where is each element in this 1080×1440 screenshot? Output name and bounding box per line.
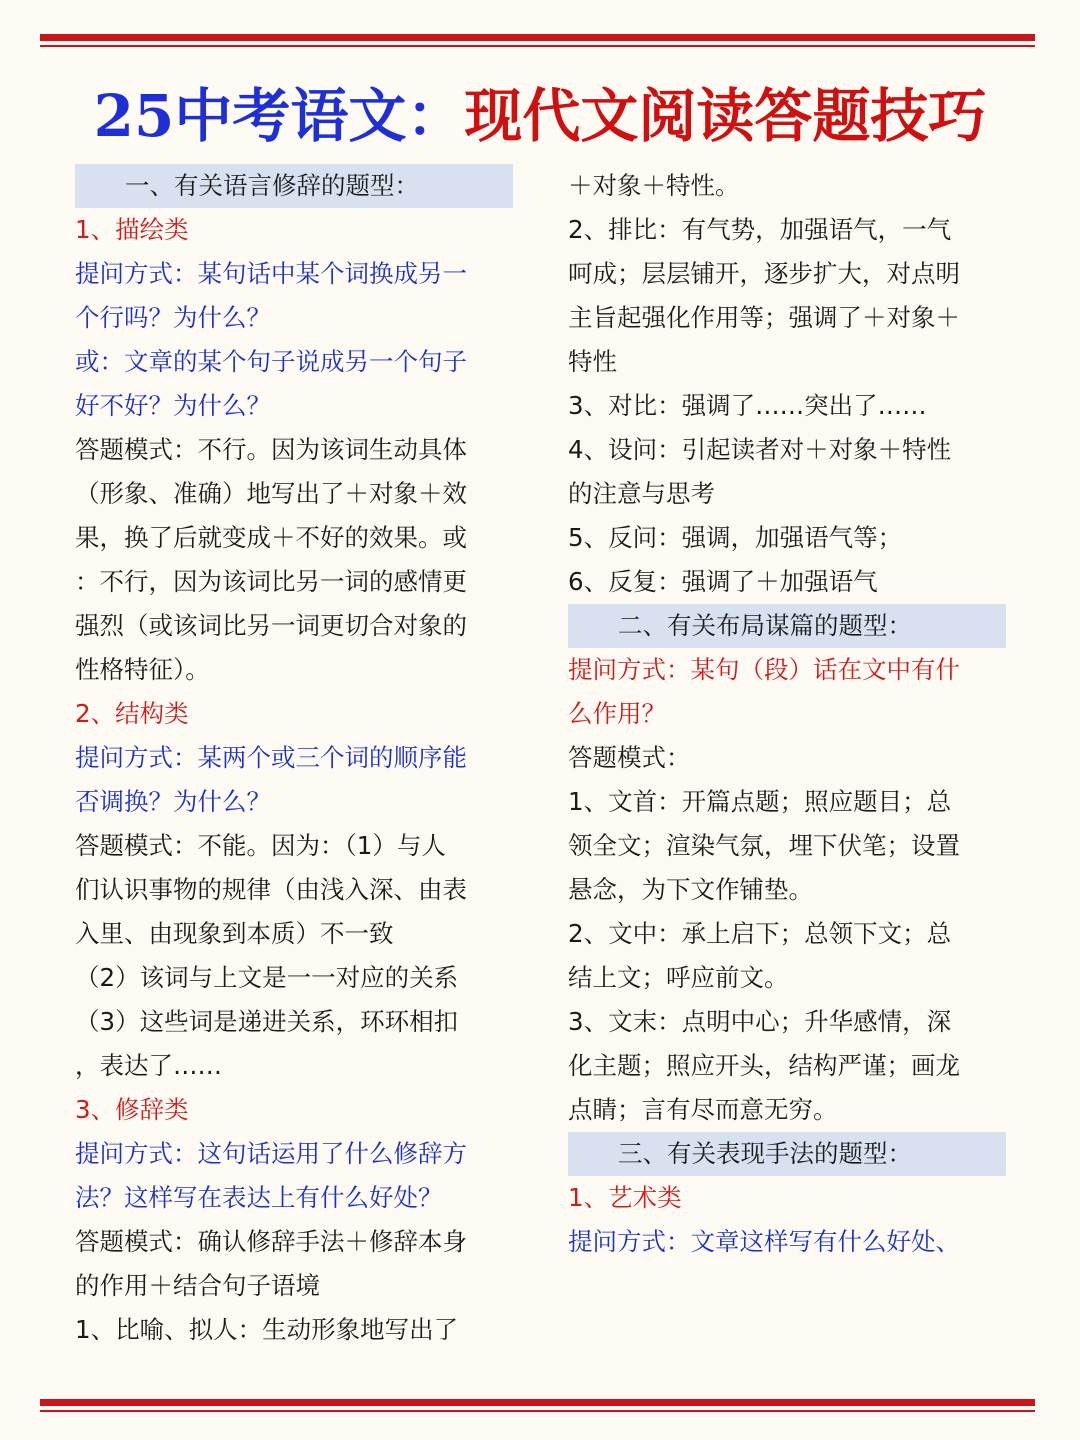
right-section-header: 三、有关表现手法的题型： [568,1132,1006,1176]
left-question-line: 法？这样写在表达上有什么好处？ [75,1183,443,1212]
left-question-line: 或：文章的某个句子说成另一个句子 [75,347,467,376]
right-answer-line: 特性 [568,347,617,376]
right-section-header: 二、有关布局谋篇的题型： [568,604,1006,648]
left-section-header: 一、有关语言修辞的题型： [75,164,513,208]
right-answer-line: 2、排比：有气势，加强语气，一气 [568,215,952,244]
right-question-line: 提问方式：文章这样写有什么好处、 [568,1227,960,1256]
left-answer-line: 1、比喻、拟人：生动形象地写出了 [75,1315,459,1344]
left-question-line: 提问方式：这句话运用了什么修辞方 [75,1139,467,1168]
left-question-line: 好不好？为什么？ [75,391,271,420]
right-answer-line: 的注意与思考 [568,479,715,508]
right-answer-line: 5、反问：强调，加强语气等； [568,523,903,552]
right-answer-line: 2、文中：承上启下；总领下文；总 [568,919,952,948]
left-question-line: 提问方式：某句话中某个词换成另一 [75,259,467,288]
left-question-line: 个行吗？为什么？ [75,303,271,332]
left-answer-line: 们认识事物的规律（由浅入深、由表 [75,875,467,904]
right-answer-line: 领全文；渲染气氛，埋下伏笔；设置 [568,831,960,860]
right-answer-line: 答题模式： [568,743,691,772]
left-answer-line: 果，换了后就变成＋不好的效果。或 [75,523,467,552]
left-answer-line: （形象、准确）地写出了＋对象＋效 [75,479,467,508]
right-answer-line: ＋对象＋特性。 [568,171,740,200]
left-answer-line: 入里、由现象到本质）不一致 [75,919,394,948]
right-answer-line: 化主题；照应开头，结构严谨；画龙 [568,1051,960,1080]
left-column [75,164,513,1352]
left-answer-line: 答题模式：不能。因为：（1）与人 [75,831,446,860]
left-answer-line: 强烈（或该词比另一词更切合对象的 [75,611,467,640]
left-question-line: 否调换？为什么？ [75,787,271,816]
right-answer-line: 3、文末：点明中心；升华感情，深 [568,1007,952,1036]
top-border-rule [40,34,1035,47]
left-subheading: 2、结构类 [75,699,189,728]
bottom-border-rule [40,1399,1035,1412]
right-subheading: 提问方式：某句（段）话在文中有什 [568,655,960,684]
right-subheading: 1、艺术类 [568,1183,682,1212]
right-answer-line: 结上文；呼应前文。 [568,963,789,992]
page-title [0,74,1080,158]
title-blue-part: 25中考语文： [93,82,465,150]
right-answer-line: 1、文首：开篇点题；照应题目；总 [568,787,952,816]
left-question-line: 提问方式：某两个或三个词的顺序能 [75,743,467,772]
left-answer-line: （3）这些词是递进关系，环环相扣 [75,1007,459,1036]
right-column [568,164,1006,1264]
left-answer-line: 答题模式：不行。因为该词生动具体 [75,435,467,464]
left-subheading: 3、修辞类 [75,1095,189,1124]
right-answer-line: 4、设问：引起读者对＋对象＋特性 [568,435,952,464]
left-answer-line: （2）该词与上文是一一对应的关系 [75,963,459,992]
right-subheading: 么作用？ [568,699,666,728]
right-answer-line: 呵成；层层铺开，逐步扩大，对点明 [568,259,960,288]
left-answer-line: ，表达了…… [75,1051,222,1080]
left-answer-line: 答题模式：确认修辞手法＋修辞本身 [75,1227,467,1256]
left-answer-line: 性格特征）。 [75,655,210,684]
right-answer-line: 悬念，为下文作铺垫。 [568,875,813,904]
right-answer-line: 点睛；言有尽而意无穷。 [568,1095,838,1124]
right-answer-line: 3、对比：强调了……突出了…… [568,391,927,420]
title-red-part: 现代文阅读答题技巧 [464,82,987,150]
right-answer-line: 6、反复：强调了＋加强语气 [568,567,878,596]
right-answer-line: 主旨起强化作用等；强调了＋对象＋ [568,303,960,332]
left-answer-line: 的作用＋结合句子语境 [75,1271,320,1300]
left-answer-line: ：不行，因为该词比另一词的感情更 [75,567,467,596]
left-subheading: 1、描绘类 [75,215,189,244]
